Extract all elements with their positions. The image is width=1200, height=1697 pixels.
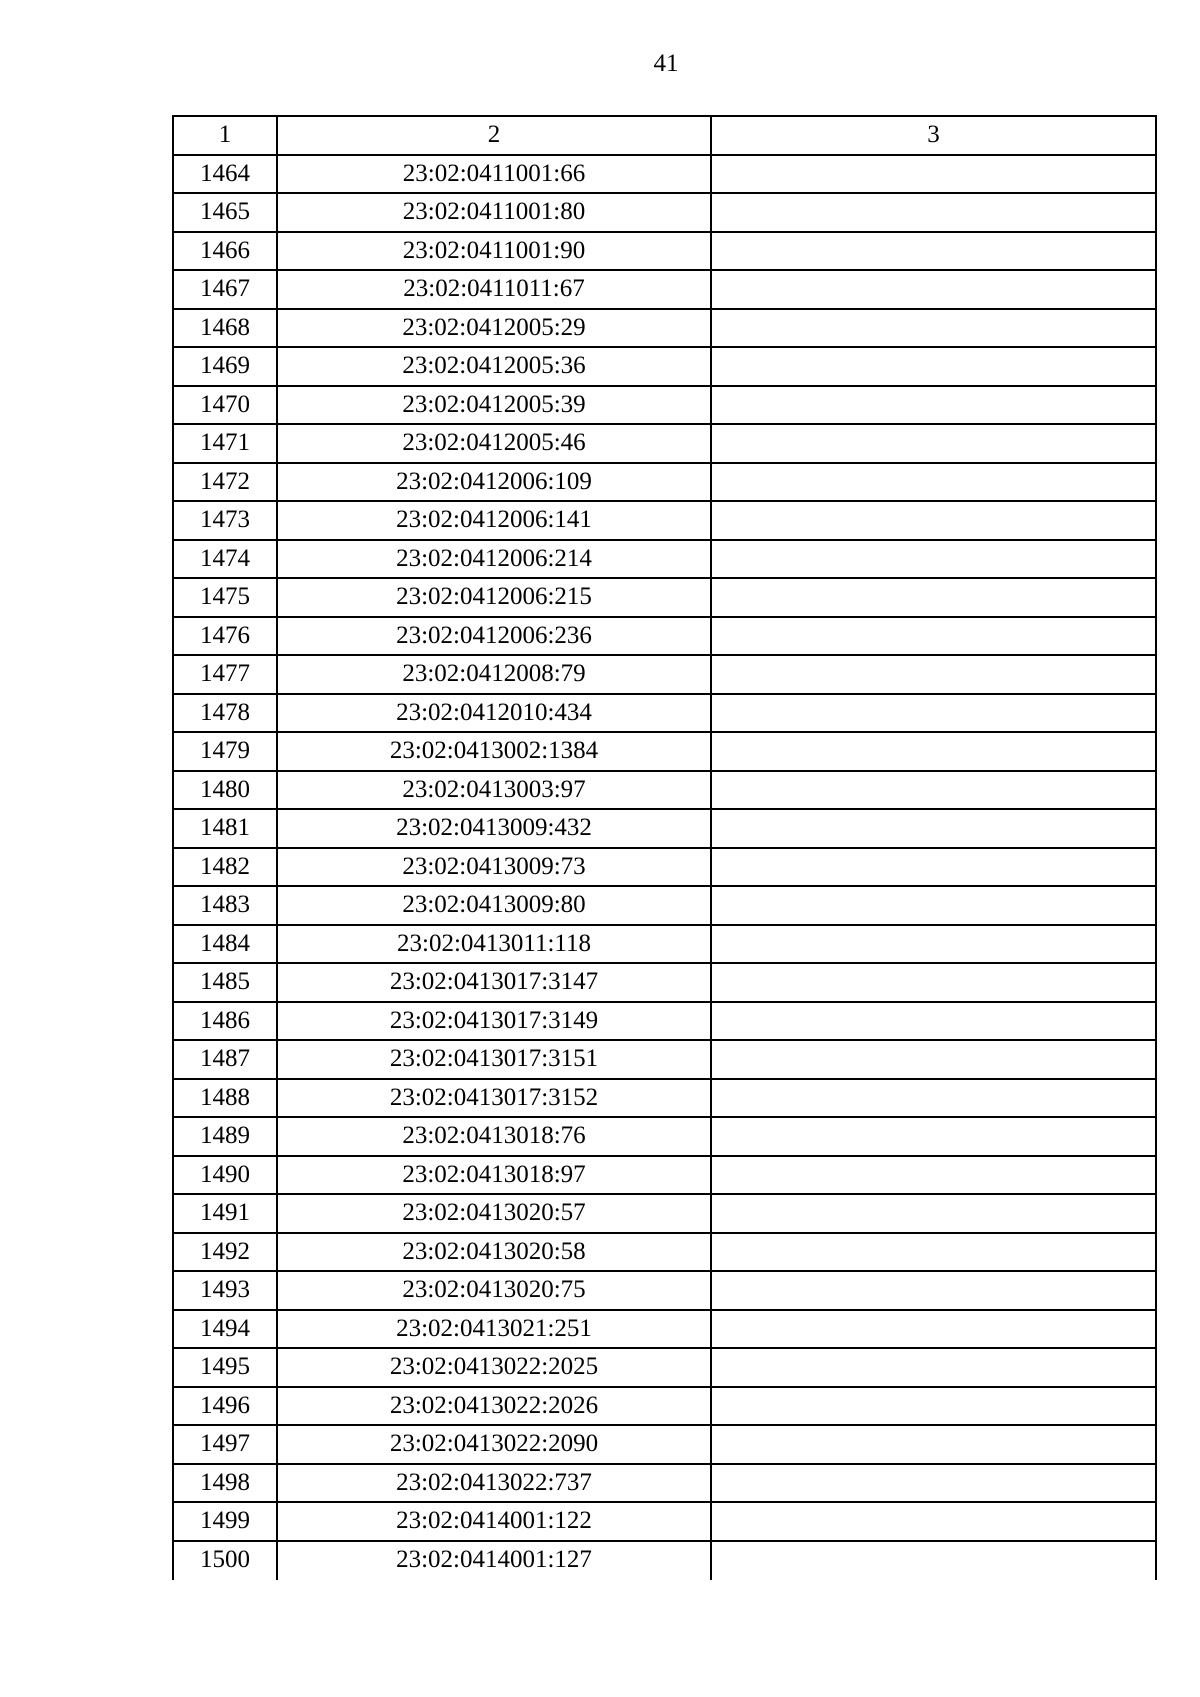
cell-row-number: 1485 bbox=[174, 964, 278, 1003]
cell-row-number: 1486 bbox=[174, 1003, 278, 1042]
cell-cadastral-number: 23:02:0413017:3152 bbox=[278, 1080, 712, 1119]
cell-row-number: 1468 bbox=[174, 310, 278, 349]
cell-cadastral-number: 23:02:0413017:3149 bbox=[278, 1003, 712, 1042]
cell-empty bbox=[712, 1465, 1157, 1504]
data-table bbox=[172, 115, 1157, 1580]
cell-cadastral-number: 23:02:0412005:46 bbox=[278, 425, 712, 464]
cell-empty bbox=[712, 772, 1157, 811]
cell-cadastral-number: 23:02:0413022:737 bbox=[278, 1465, 712, 1504]
cell-empty bbox=[712, 849, 1157, 888]
cell-empty bbox=[712, 1118, 1157, 1157]
cell-row-number: 1493 bbox=[174, 1272, 278, 1311]
cell-empty bbox=[712, 1157, 1157, 1196]
cell-empty bbox=[712, 926, 1157, 965]
cell-empty bbox=[712, 1195, 1157, 1234]
cell-empty bbox=[712, 810, 1157, 849]
cell-cadastral-number: 23:02:0413009:80 bbox=[278, 887, 712, 926]
cell-row-number: 1496 bbox=[174, 1388, 278, 1427]
cell-cadastral-number: 23:02:0413011:118 bbox=[278, 926, 712, 965]
cell-cadastral-number: 23:02:0412005:36 bbox=[278, 348, 712, 387]
cell-cadastral-number: 23:02:0412005:39 bbox=[278, 387, 712, 426]
cell-cadastral-number: 23:02:0413002:1384 bbox=[278, 733, 712, 772]
cell-cadastral-number: 23:02:0412008:79 bbox=[278, 656, 712, 695]
cell-empty bbox=[712, 695, 1157, 734]
cell-cadastral-number: 23:02:0412006:214 bbox=[278, 541, 712, 580]
cell-row-number: 1494 bbox=[174, 1311, 278, 1350]
cell-cadastral-number: 23:02:0414001:127 bbox=[278, 1542, 712, 1581]
cell-cadastral-number: 23:02:0412006:215 bbox=[278, 579, 712, 618]
cell-row-number: 1492 bbox=[174, 1234, 278, 1273]
cell-empty bbox=[712, 579, 1157, 618]
cell-cadastral-number: 23:02:0413020:57 bbox=[278, 1195, 712, 1234]
cell-row-number: 1467 bbox=[174, 271, 278, 310]
cell-cadastral-number: 23:02:0413017:3147 bbox=[278, 964, 712, 1003]
cell-empty bbox=[712, 387, 1157, 426]
cell-cadastral-number: 23:02:0413022:2026 bbox=[278, 1388, 712, 1427]
cell-row-number: 1491 bbox=[174, 1195, 278, 1234]
cell-cadastral-number: 23:02:0413020:58 bbox=[278, 1234, 712, 1273]
cell-cadastral-number: 23:02:0412005:29 bbox=[278, 310, 712, 349]
cell-cadastral-number: 23:02:0411011:67 bbox=[278, 271, 712, 310]
cell-row-number: 1489 bbox=[174, 1118, 278, 1157]
cell-empty bbox=[712, 233, 1157, 272]
cell-empty bbox=[712, 1080, 1157, 1119]
header-cell-2: 2 bbox=[278, 117, 712, 156]
cell-row-number: 1495 bbox=[174, 1349, 278, 1388]
cell-row-number: 1482 bbox=[174, 849, 278, 888]
cell-cadastral-number: 23:02:0413003:97 bbox=[278, 772, 712, 811]
cell-cadastral-number: 23:02:0413009:73 bbox=[278, 849, 712, 888]
cell-empty bbox=[712, 656, 1157, 695]
cell-row-number: 1479 bbox=[174, 733, 278, 772]
cell-row-number: 1473 bbox=[174, 502, 278, 541]
cell-empty bbox=[712, 348, 1157, 387]
cell-empty bbox=[712, 1272, 1157, 1311]
cell-empty bbox=[712, 425, 1157, 464]
header-cell-3: 3 bbox=[712, 117, 1157, 156]
cell-row-number: 1490 bbox=[174, 1157, 278, 1196]
cell-cadastral-number: 23:02:0412010:434 bbox=[278, 695, 712, 734]
cell-row-number: 1466 bbox=[174, 233, 278, 272]
cell-cadastral-number: 23:02:0413018:76 bbox=[278, 1118, 712, 1157]
cell-empty bbox=[712, 1311, 1157, 1350]
cell-empty bbox=[712, 1542, 1157, 1581]
cell-empty bbox=[712, 1041, 1157, 1080]
cell-cadastral-number: 23:02:0411001:90 bbox=[278, 233, 712, 272]
cell-cadastral-number: 23:02:0412006:236 bbox=[278, 618, 712, 657]
cell-cadastral-number: 23:02:0412006:141 bbox=[278, 502, 712, 541]
cell-cadastral-number: 23:02:0412006:109 bbox=[278, 464, 712, 503]
cell-row-number: 1500 bbox=[174, 1542, 278, 1581]
cell-row-number: 1477 bbox=[174, 656, 278, 695]
cell-row-number: 1488 bbox=[174, 1080, 278, 1119]
cell-cadastral-number: 23:02:0414001:122 bbox=[278, 1503, 712, 1542]
cell-row-number: 1499 bbox=[174, 1503, 278, 1542]
cell-empty bbox=[712, 464, 1157, 503]
cell-empty bbox=[712, 310, 1157, 349]
cell-row-number: 1464 bbox=[174, 156, 278, 195]
cell-empty bbox=[712, 1503, 1157, 1542]
cell-empty bbox=[712, 1234, 1157, 1273]
cell-empty bbox=[712, 887, 1157, 926]
cell-empty bbox=[712, 1003, 1157, 1042]
cell-empty bbox=[712, 964, 1157, 1003]
cell-empty bbox=[712, 502, 1157, 541]
cell-row-number: 1475 bbox=[174, 579, 278, 618]
cell-cadastral-number: 23:02:0413022:2025 bbox=[278, 1349, 712, 1388]
cell-empty bbox=[712, 1349, 1157, 1388]
cell-row-number: 1483 bbox=[174, 887, 278, 926]
cell-row-number: 1481 bbox=[174, 810, 278, 849]
cell-empty bbox=[712, 1426, 1157, 1465]
cell-empty bbox=[712, 156, 1157, 195]
cell-cadastral-number: 23:02:0411001:66 bbox=[278, 156, 712, 195]
cell-cadastral-number: 23:02:0411001:80 bbox=[278, 194, 712, 233]
cell-row-number: 1497 bbox=[174, 1426, 278, 1465]
cell-row-number: 1469 bbox=[174, 348, 278, 387]
cell-row-number: 1476 bbox=[174, 618, 278, 657]
cell-row-number: 1487 bbox=[174, 1041, 278, 1080]
cell-empty bbox=[712, 194, 1157, 233]
cell-cadastral-number: 23:02:0413009:432 bbox=[278, 810, 712, 849]
cell-empty bbox=[712, 541, 1157, 580]
header-cell-1: 1 bbox=[174, 117, 278, 156]
cell-empty bbox=[712, 1388, 1157, 1427]
cell-row-number: 1474 bbox=[174, 541, 278, 580]
cell-cadastral-number: 23:02:0413022:2090 bbox=[278, 1426, 712, 1465]
cell-row-number: 1498 bbox=[174, 1465, 278, 1504]
cell-row-number: 1478 bbox=[174, 695, 278, 734]
cell-row-number: 1484 bbox=[174, 926, 278, 965]
cell-row-number: 1480 bbox=[174, 772, 278, 811]
cell-cadastral-number: 23:02:0413020:75 bbox=[278, 1272, 712, 1311]
page-number: 41 bbox=[653, 50, 679, 77]
cell-row-number: 1471 bbox=[174, 425, 278, 464]
cell-cadastral-number: 23:02:0413021:251 bbox=[278, 1311, 712, 1350]
cell-row-number: 1465 bbox=[174, 194, 278, 233]
cell-row-number: 1472 bbox=[174, 464, 278, 503]
cell-cadastral-number: 23:02:0413018:97 bbox=[278, 1157, 712, 1196]
cell-empty bbox=[712, 271, 1157, 310]
cell-empty bbox=[712, 733, 1157, 772]
cell-row-number: 1470 bbox=[174, 387, 278, 426]
cell-empty bbox=[712, 618, 1157, 657]
cell-cadastral-number: 23:02:0413017:3151 bbox=[278, 1041, 712, 1080]
